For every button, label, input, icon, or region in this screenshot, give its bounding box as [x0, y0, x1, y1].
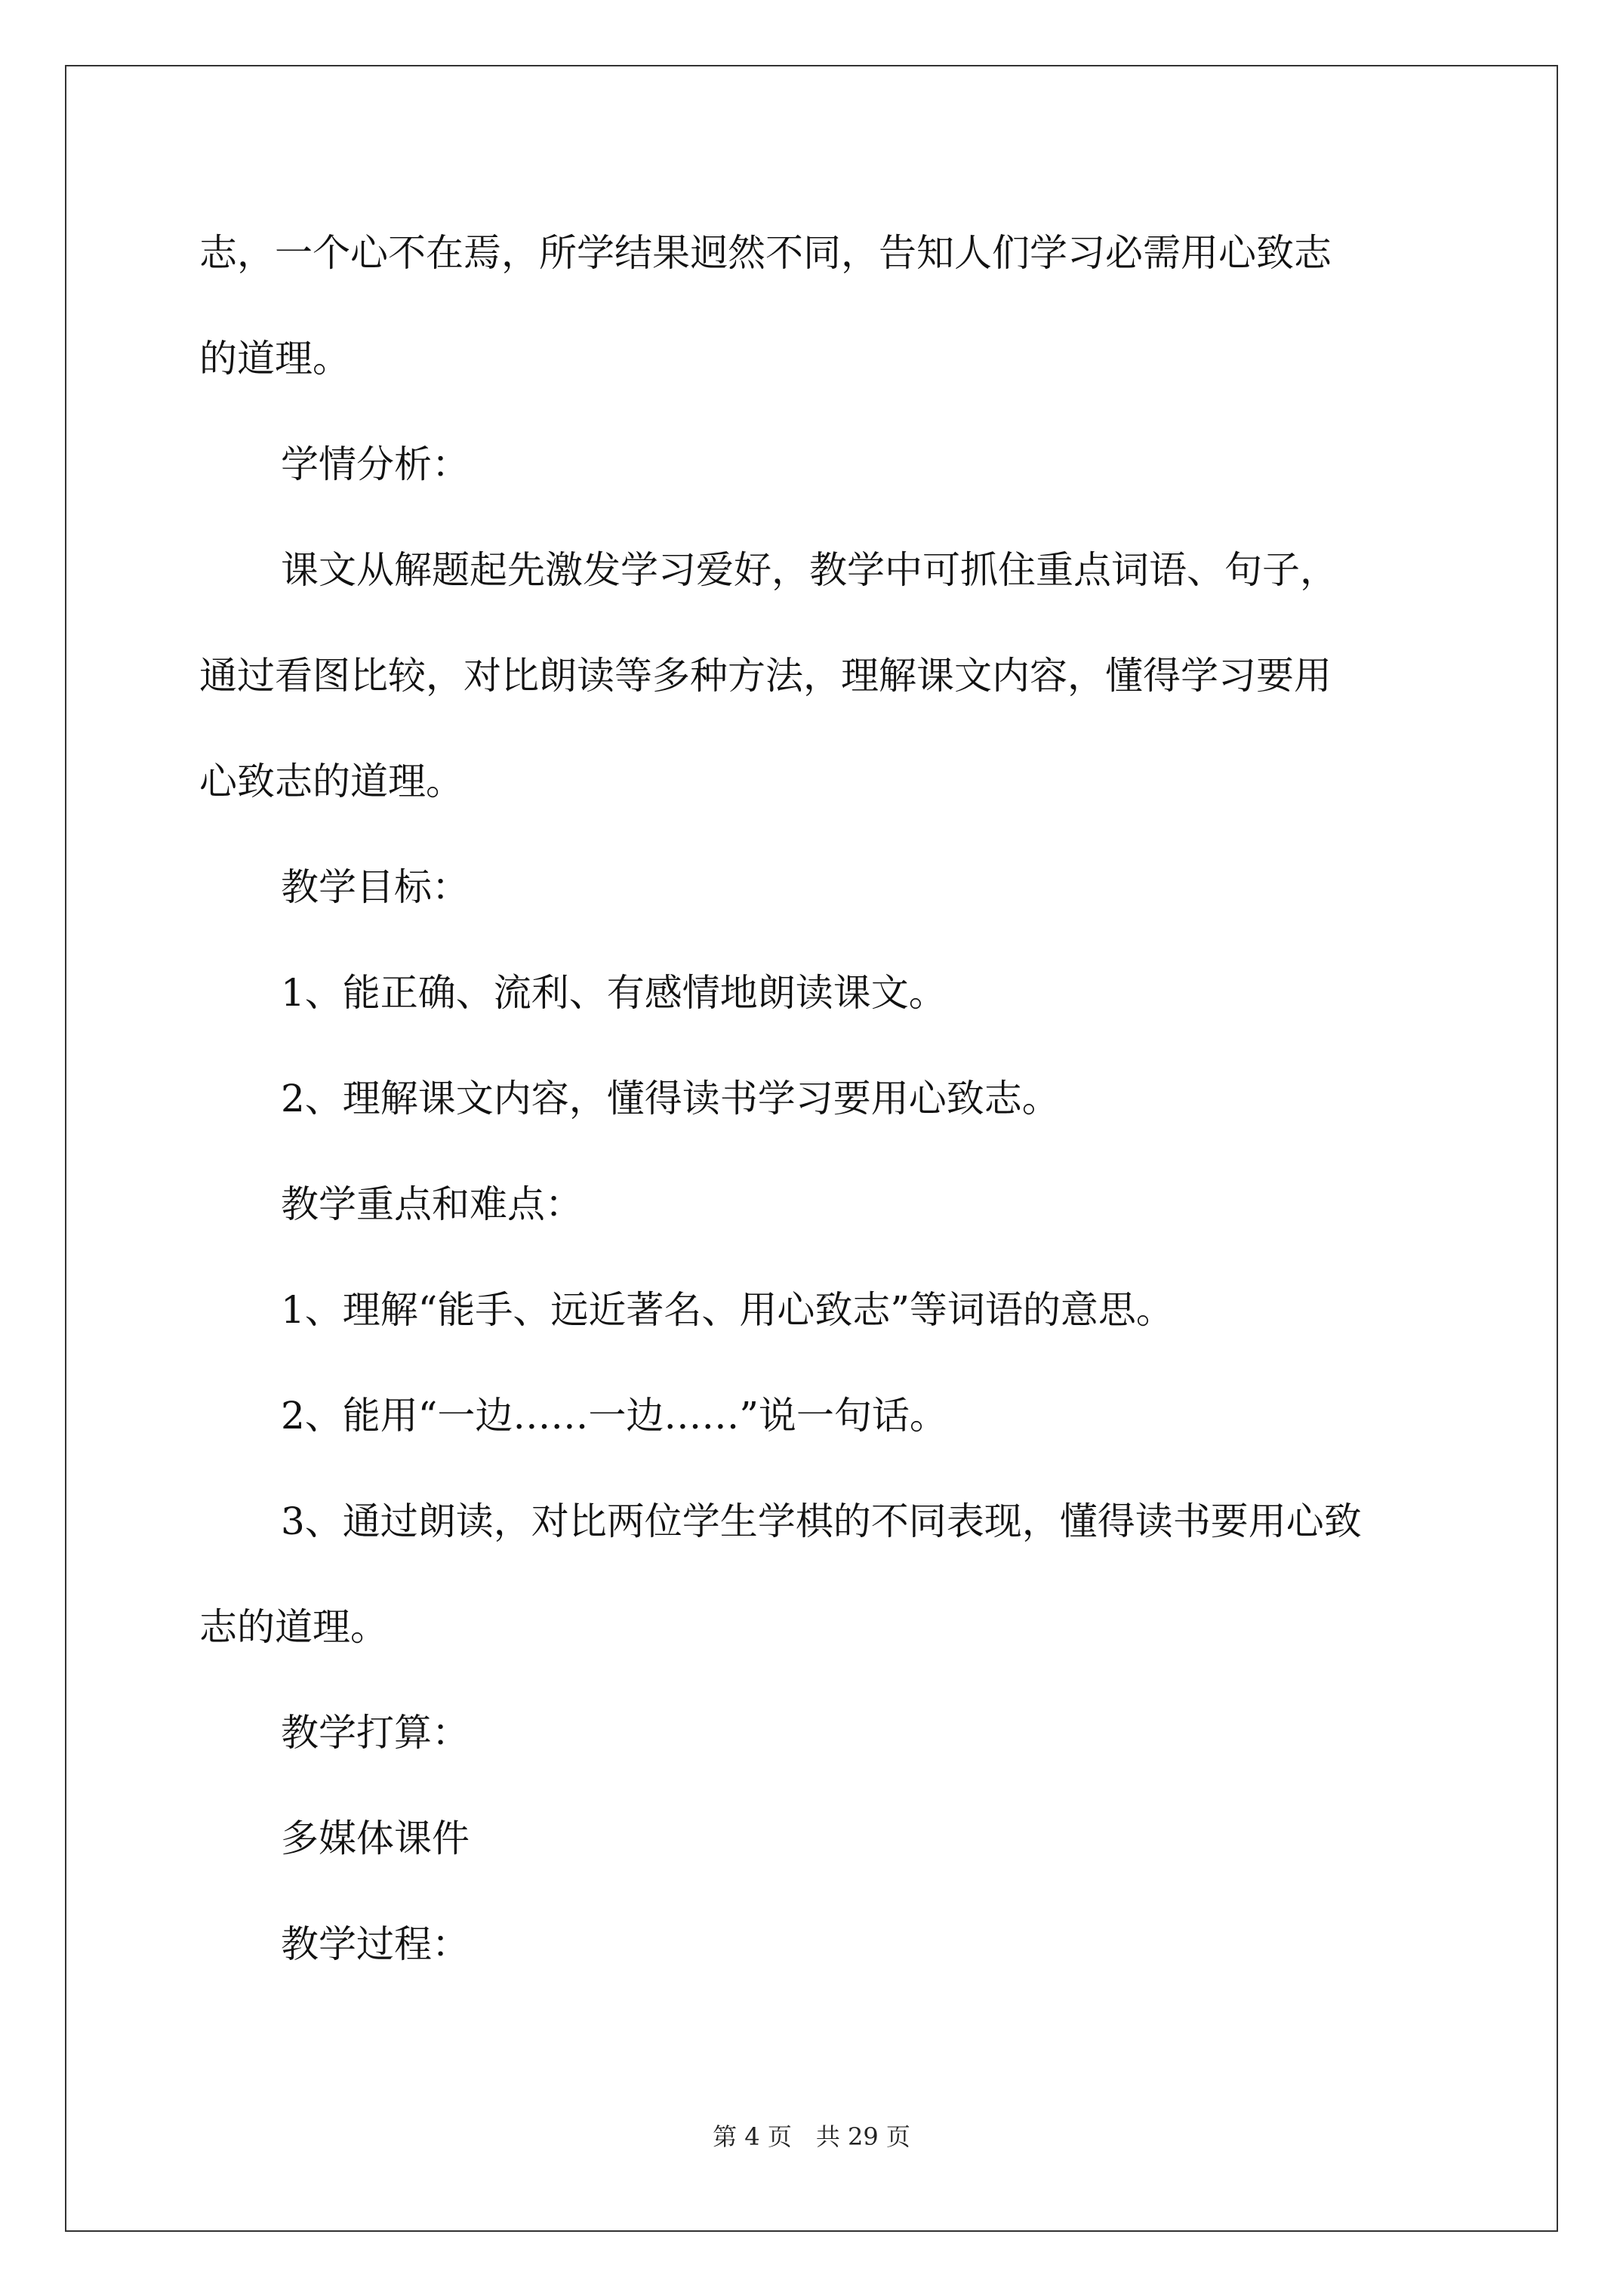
- list-item: 2、能用“一边……一边……”说一句话。: [281, 1394, 947, 1438]
- list-item: 多媒体课件: [281, 1817, 470, 1860]
- section-heading-process: 教学过程：: [281, 1922, 470, 1966]
- list-item: 3、通过朗读，对比两位学生学棋的不同表现，懂得读书要用心致: [281, 1499, 1362, 1543]
- page-number-footer: 第 4 页 共 29 页: [713, 2122, 910, 2151]
- paragraph-line: 的道理。: [199, 337, 350, 381]
- list-item: 2、理解课文内容，懂得读书学习要用心致志。: [281, 1077, 1060, 1120]
- section-heading-key-points: 教学重点和难点：: [281, 1182, 583, 1226]
- paragraph-line: 心致志的道理。: [199, 760, 463, 803]
- list-item: 1、理解“能手、远近著名、用心致志”等词语的意思。: [281, 1288, 1174, 1332]
- section-heading-goals: 教学目标：: [281, 865, 470, 909]
- paragraph-line: 志的道理。: [199, 1605, 388, 1649]
- page-border: [65, 65, 1558, 2232]
- paragraph-line: 通过看图比较，对比朗读等多种方法，理解课文内容，懂得学习要用: [199, 654, 1332, 698]
- section-heading-prep: 教学打算：: [281, 1711, 470, 1755]
- paragraph-line: 课文从解题起先激发学习爱好，教学中可抓住重点词语、句子，: [281, 548, 1338, 592]
- paragraph-line: 志，一个心不在焉，所学结果迥然不同，告知人们学习必需用心致志: [199, 231, 1332, 275]
- section-heading-analysis: 学情分析：: [281, 442, 470, 486]
- list-item: 1、能正确、流利、有感情地朗读课文。: [281, 971, 947, 1015]
